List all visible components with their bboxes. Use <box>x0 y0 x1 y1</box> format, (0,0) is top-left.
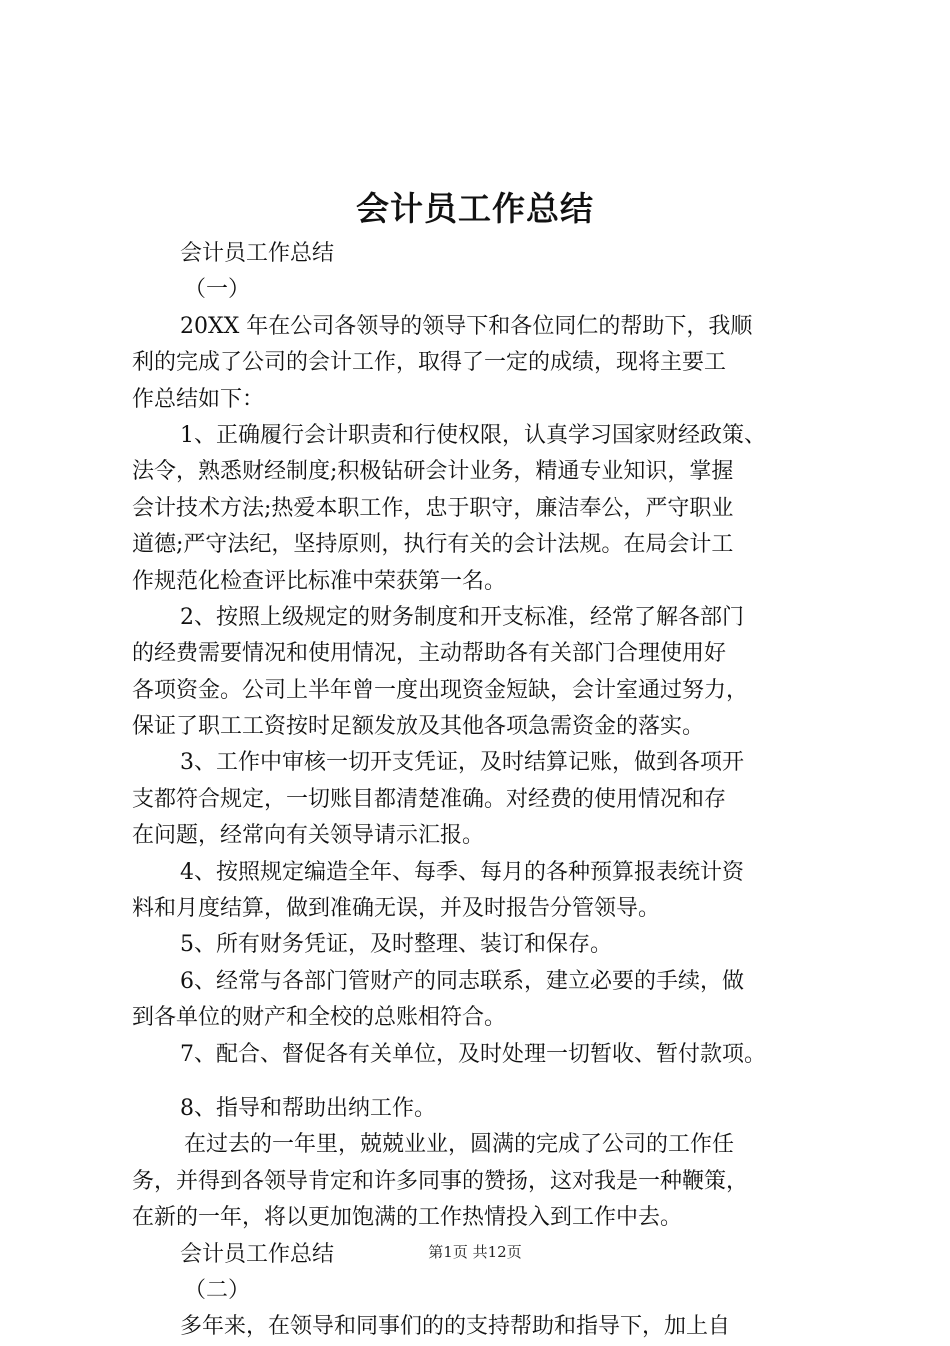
section-heading: 会计员工作总结 <box>180 1241 335 1267</box>
list-item-line: 在问题，经常向有关领导请示汇报。 <box>132 823 485 849</box>
blank-line <box>132 1073 832 1091</box>
list-item-line: 5、所有财务凭证，及时整理、装订和保存。 <box>180 932 612 958</box>
list-item-line: 料和月度结算，做到准确无误，并及时报告分管领导。 <box>132 896 661 922</box>
list-item-line: 7、配合、督促各有关单位，及时处理一切暂收、暂付款项。 <box>180 1041 766 1067</box>
paragraph-line: 在过去的一年里，兢兢业业，圆满的完成了公司的工作任 <box>184 1132 735 1158</box>
section-number: （二） <box>184 1277 251 1303</box>
document-title: 会计员工作总结 <box>356 189 594 228</box>
paragraph-line: 在新的一年，将以更加饱满的工作热情投入到工作中去。 <box>132 1205 683 1231</box>
list-item-line: 的经费需要情况和使用情况，主动帮助各有关部门合理使用好 <box>132 641 727 667</box>
paragraph-line: 作总结如下： <box>132 386 265 412</box>
section-heading: 会计员工作总结 <box>180 241 335 266</box>
list-item-line: 作规范化检查评比标准中荣获第一名。 <box>132 568 507 594</box>
list-item-line: 会计技术方法;热爱本职工作，忠于职守，廉洁奉公，严守职业 <box>132 495 734 521</box>
section-number: （一） <box>184 277 251 303</box>
document-body <box>132 236 832 1346</box>
list-item-line: 1、正确履行会计职责和行使权限，认真学习国家财经政策、 <box>180 422 766 448</box>
paragraph-line: 20XX 年在公司各领导的领导下和各位同仁的帮助下，我顺 <box>180 313 753 339</box>
paragraph-line: 利的完成了公司的会计工作，取得了一定的成绩，现将主要工 <box>132 350 727 376</box>
paragraph-line: 多年来，在领导和同事们的的支持帮助和指导下，加上自 <box>180 1314 731 1340</box>
list-item-line: 8、指导和帮助出纳工作。 <box>180 1095 436 1121</box>
list-item-line: 3、工作中审核一切开支凭证，及时结算记账，做到各项开 <box>180 750 744 776</box>
list-item-line: 保证了职工工资按时足额发放及其他各项急需资金的落实。 <box>132 714 705 740</box>
paragraph-line: 务，并得到各领导肯定和许多同事的赞扬，这对我是一种鞭策， <box>132 1168 749 1194</box>
page-footer: 第1页 共12页 <box>428 1243 522 1261</box>
list-item-line: 法令，熟悉财经制度;积极钻研会计业务，精通专业知识，掌握 <box>132 459 734 485</box>
list-item-line: 4、按照规定编造全年、每季、每月的各种预算报表统计资 <box>180 859 744 885</box>
list-item-line: 道德;严守法纪，坚持原则，执行有关的会计法规。在局会计工 <box>132 532 734 558</box>
list-item-line: 支都符合规定，一切账目都清楚准确。对经费的使用情况和存 <box>132 786 727 812</box>
list-item-line: 到各单位的财产和全校的总账相符合。 <box>132 1005 507 1031</box>
list-item-line: 6、经常与各部门管财产的同志联系，建立必要的手续，做 <box>180 968 744 994</box>
list-item-line: 2、按照上级规定的财务制度和开支标准，经常了解各部门 <box>180 604 744 630</box>
list-item-line: 各项资金。公司上半年曾一度出现资金短缺，会计室通过努力， <box>132 677 749 703</box>
